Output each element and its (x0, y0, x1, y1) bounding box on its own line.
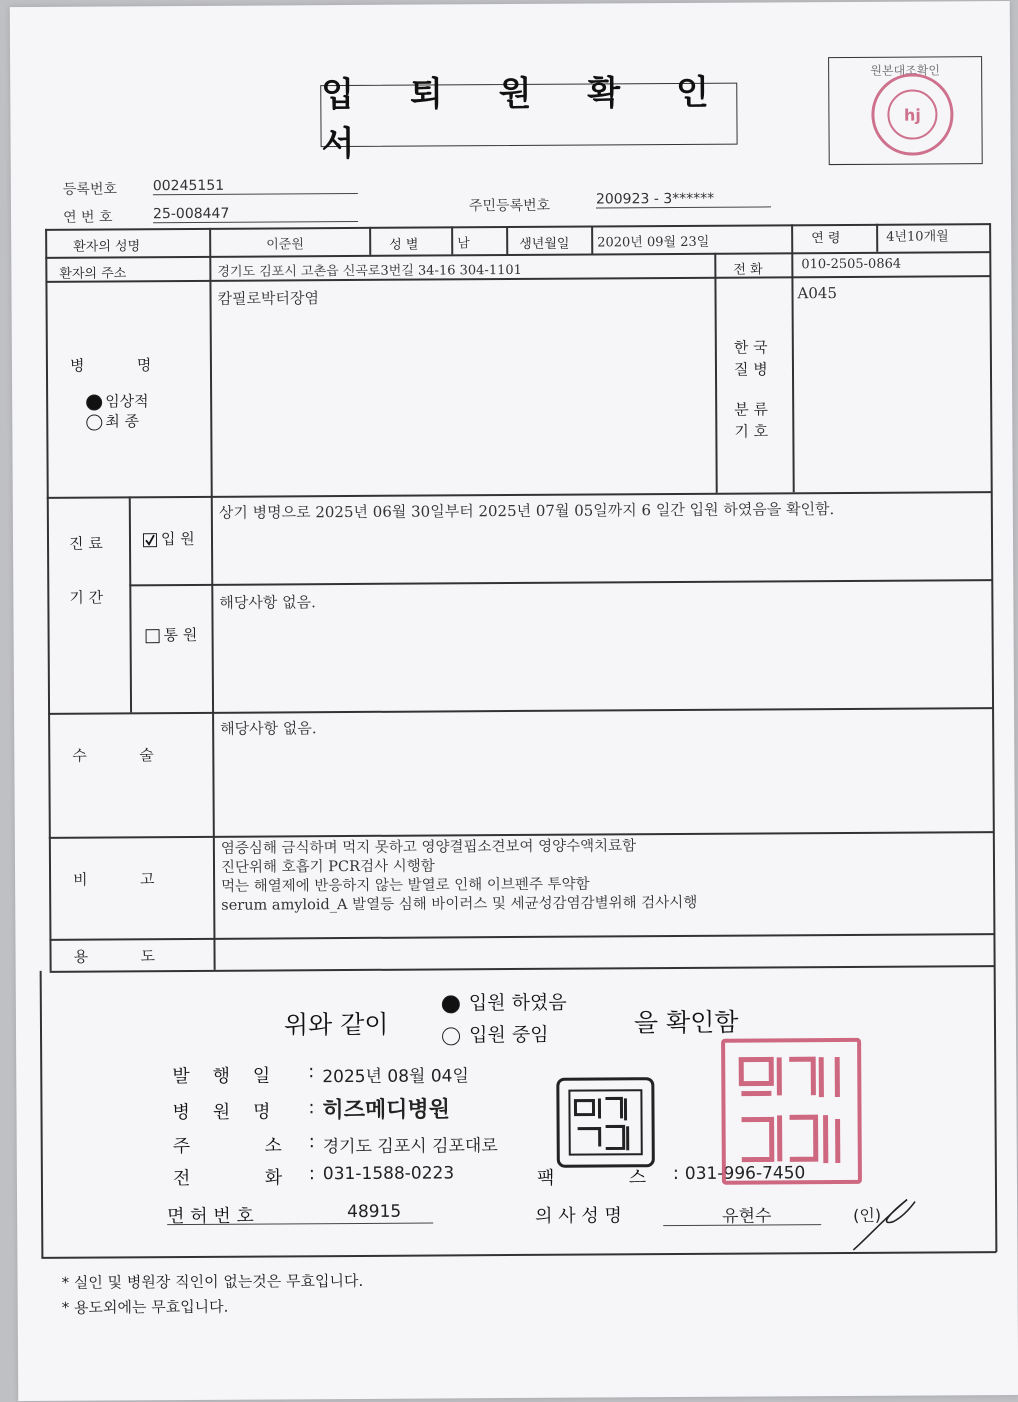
colon: : (308, 1061, 315, 1083)
fax-label: 팩 스 (536, 1167, 647, 1189)
patient-name-value: 이준원 (266, 237, 304, 253)
kcd-label-1: 한 국 (733, 338, 768, 357)
outpatient-checkbox (146, 624, 198, 645)
verification-stamp-box (828, 56, 983, 165)
diagnosis-label: 병 명 (69, 356, 152, 375)
diagnosis-text: 캄필로박터장염 (217, 289, 320, 308)
sex-label: 성 별 (389, 237, 419, 253)
footnote: * 실인 및 병원장 직인이 없는것은 무효입니다. (61, 1271, 364, 1292)
inpatient-label: 입 원 (160, 529, 195, 549)
confirm-opt1-label: 입원 하였음 (468, 991, 567, 1015)
inpatient-text: 상기 병명으로 2025년 06월 30일부터 2025년 07월 05일까지 6 일간 입원 하였음을 확인함. (218, 500, 835, 522)
rrn-label: 주민등록번호 (468, 197, 551, 215)
seal-mark: (인) (853, 1205, 882, 1225)
dob-value: 2020년 09월 23일 (597, 234, 710, 251)
radio-filled-icon (86, 394, 102, 410)
patient-name-label: 환자의 성명 (73, 239, 141, 255)
outpatient-label: 통 원 (163, 625, 198, 645)
phone-label: 전 화 (733, 262, 763, 278)
purpose-label: 용 도 (73, 947, 156, 966)
reg-no-label: 등록번호 (62, 181, 118, 198)
hospital-address-label: 주 소 (172, 1135, 282, 1158)
signature-icon (849, 1188, 919, 1256)
confirm-opt2 (442, 1020, 549, 1048)
period-label-1: 진 료 (68, 534, 103, 553)
address-label: 환자의 주소 (59, 266, 127, 282)
sex-value: 남 (457, 236, 470, 252)
hospital-red-seal (721, 1038, 862, 1185)
colon: : (672, 1163, 680, 1185)
clinical-radio (86, 390, 149, 411)
inpatient-checkbox (143, 528, 195, 549)
remarks-line: 진단위해 호흡기 PCR검사 시행함 (220, 858, 435, 876)
document-title: 입 퇴 원 확 인 서 (320, 83, 737, 148)
hospital-black-seal (556, 1077, 655, 1168)
kcd-label-3: 분 류 (734, 400, 769, 419)
remarks-line: 먹는 해열제에 반응하지 않는 발열로 인해 이브펜주 투약함 (221, 876, 590, 895)
remarks-text (221, 837, 698, 916)
remarks-label: 비 고 (73, 870, 155, 889)
doctor-label: 의 사 성 명 (535, 1205, 622, 1227)
kcd-label (734, 336, 768, 442)
age-label: 연 령 (811, 230, 841, 247)
radio-empty-icon (86, 414, 102, 430)
dob-label: 생년월일 (519, 236, 570, 252)
serial-label: 연 번 호 (62, 209, 113, 226)
tel-value: 031-1588-0223 (322, 1163, 455, 1185)
license-underline (167, 1223, 433, 1226)
issue-date-label: 발 행 일 (172, 1065, 271, 1088)
stamp-label: 원본대조확인 (870, 63, 940, 78)
license-label: 면 허 번 호 (167, 1205, 254, 1228)
issue-date-value: 2025년 08월 04일 (322, 1066, 469, 1088)
kcd-code: A045 (797, 284, 838, 303)
confirm-prefix: 위와 같이 (283, 1009, 389, 1040)
empty-box-icon (146, 629, 160, 643)
final-radio (86, 410, 139, 431)
surgery-text: 해당사항 없음. (220, 719, 317, 738)
remarks-line: 염증심해 금식하며 먹지 못하고 영양결핍소견보여 영양수액치료함 (220, 838, 637, 857)
tel-label: 전 화 (172, 1167, 283, 1190)
footnote: * 용도외에는 무효입니다. (61, 1297, 229, 1317)
document-page (10, 1, 1018, 1401)
license-value: 48915 (347, 1201, 402, 1223)
radio-filled-icon (442, 995, 460, 1013)
reg-no-value: 00245151 (153, 177, 358, 195)
outpatient-text: 해당사항 없음. (219, 593, 316, 612)
kcd-label-4: 기 호 (734, 422, 769, 441)
serial-value: 25-008447 (153, 205, 358, 223)
confirm-opt2-label: 입원 중임 (469, 1023, 549, 1047)
colon: : (308, 1097, 315, 1119)
confirm-suffix: 을 확인함 (633, 1007, 739, 1038)
phone-value: 010-2505-0864 (801, 256, 902, 273)
colon: : (308, 1131, 315, 1153)
rrn-value: 200923 - 3****** (596, 190, 771, 208)
surgery-label: 수 술 (72, 746, 154, 765)
final-label: 최 종 (105, 412, 140, 431)
doctor-name: 유현수 (722, 1206, 772, 1227)
period-label-2: 기 간 (69, 588, 104, 607)
kcd-label-2: 질 병 (733, 360, 768, 379)
hospital-name: 히즈메디병원 (322, 1097, 451, 1124)
svg-text:hj: hj (903, 105, 921, 125)
address-value: 경기도 김포시 고촌읍 신곡로3번길 34-16 304-1101 (217, 262, 522, 280)
hospital-label: 병 원 명 (172, 1101, 271, 1124)
confirm-opt1 (442, 988, 567, 1016)
colon: : (308, 1163, 316, 1185)
clinical-label: 임상적 (105, 392, 149, 411)
round-seal-icon (871, 73, 953, 155)
hospital-address: 경기도 김포시 김포대로 (322, 1136, 498, 1158)
remarks-line: serum amyloid_A 발열등 심해 바이러스 및 세균성감염감별위해 검사시행 (221, 894, 698, 914)
checked-box-icon (143, 533, 157, 547)
fax-value: 031-996-7450 (684, 1163, 806, 1184)
radio-empty-icon (442, 1027, 460, 1045)
age-value: 4년10개월 (886, 229, 949, 245)
